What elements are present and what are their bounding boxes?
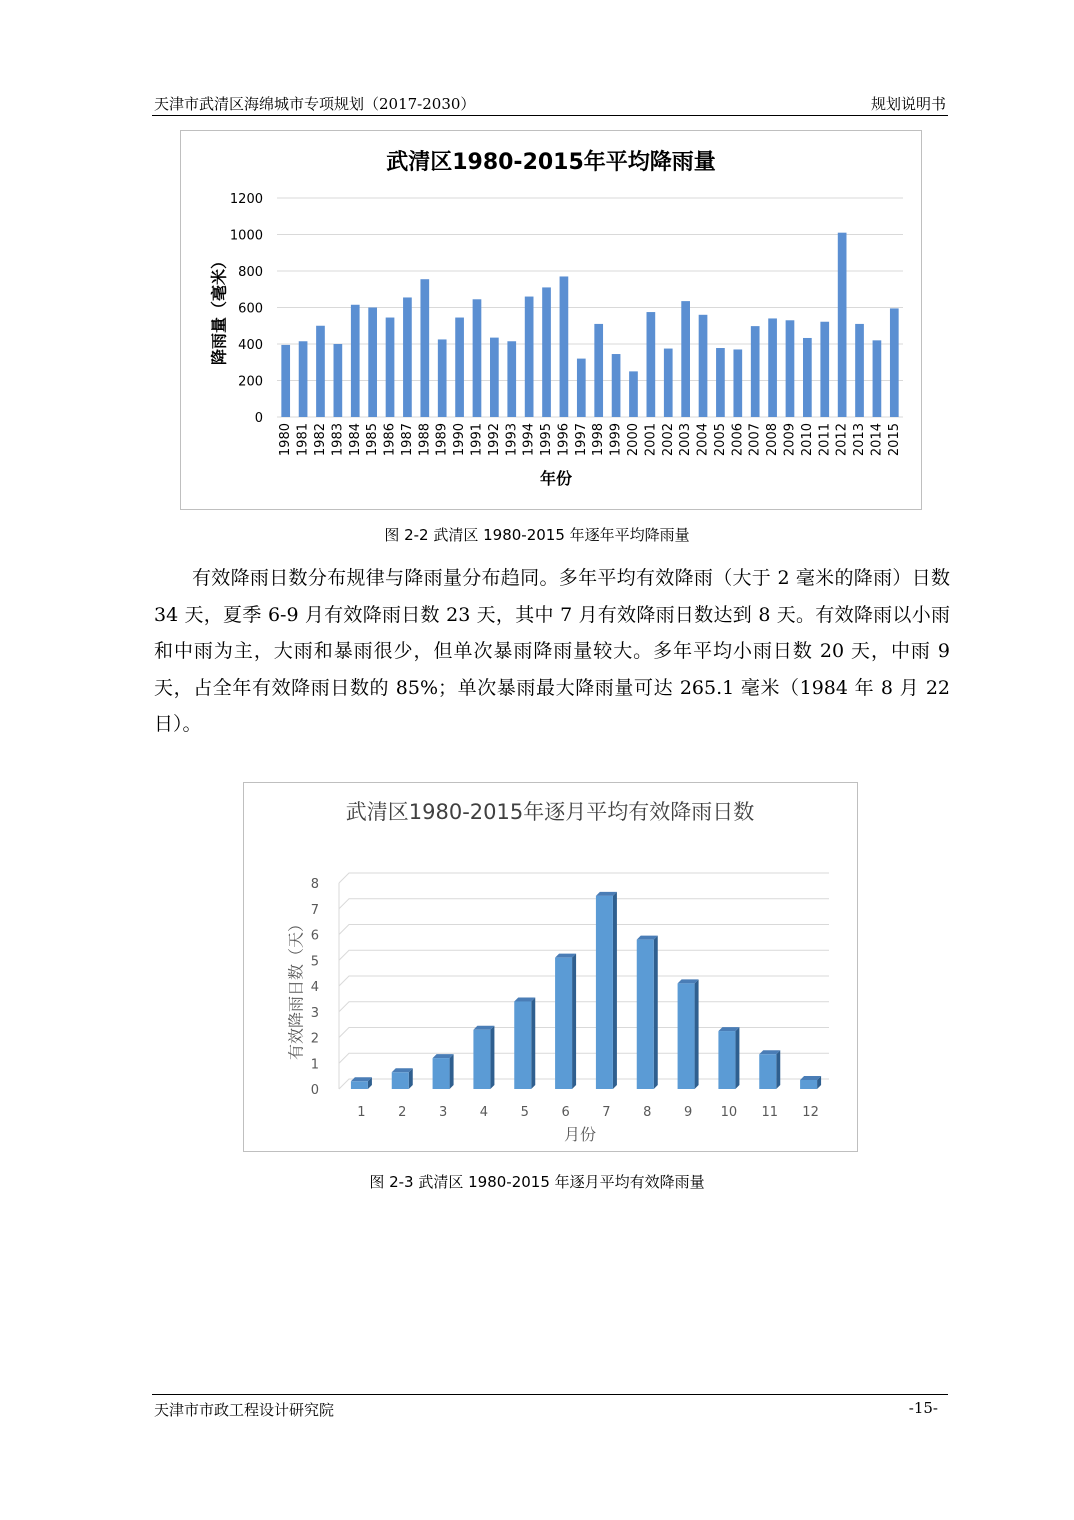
chart1-bar: [490, 338, 499, 417]
chart1-bar: [681, 301, 690, 417]
chart1-bar: [577, 359, 586, 417]
chart2-bar-side: [654, 936, 658, 1089]
chart1-xtick-label: 2002: [660, 423, 676, 457]
chart1-bar: [647, 312, 656, 417]
chart1-yaxis-label: 降雨量（毫米）: [209, 252, 229, 366]
chart2-ytick-label: 6: [310, 928, 319, 944]
chart1-xtick-label: 2013: [852, 423, 868, 457]
chart2-xtick-label: 5: [520, 1105, 529, 1120]
chart1-xtick-label: 1996: [556, 423, 572, 457]
chart1-bar: [890, 308, 899, 417]
chart2-xtick-label: 10: [720, 1105, 738, 1120]
chart1-xtick-label: 2005: [712, 423, 728, 457]
chart2-ytick-label: 7: [310, 902, 319, 918]
chart1-bar: [351, 305, 360, 417]
chart1-xtick-label: 1986: [382, 423, 398, 457]
chart2-gridline: [339, 950, 829, 960]
page-header: [152, 93, 948, 116]
chart1-bar: [699, 315, 708, 417]
chart1-xtick-label: 1982: [312, 423, 328, 457]
chart1-bar: [733, 349, 742, 417]
chart2-bar: [596, 896, 613, 1089]
chart1-bar: [803, 338, 812, 417]
chart1-xtick-label: 1990: [452, 423, 468, 457]
chart1-bar: [664, 349, 673, 417]
chart2-gridline: [339, 976, 829, 986]
chart2-xtick-label: 6: [561, 1105, 570, 1120]
chart1-bar: [281, 345, 290, 417]
chart1-ytick-label: 1200: [229, 192, 263, 207]
body-text: [154, 560, 950, 743]
chart1-xtick-label: 1992: [486, 423, 502, 457]
chart2-bar: [433, 1058, 450, 1089]
chart1-bar: [560, 276, 569, 417]
chart1-xtick-label: 1984: [347, 423, 363, 457]
chart1-xaxis-label: 年份: [539, 469, 573, 488]
chart2-xtick-label: 2: [398, 1105, 407, 1120]
chart1-xtick-label: 1988: [417, 423, 433, 457]
chart2-gridline: [339, 925, 829, 935]
chart2-xtick-label: 4: [479, 1105, 489, 1120]
chart1-bar: [507, 341, 516, 417]
chart2-title: 武清区1980-2015年逐月平均有效降雨日数: [345, 800, 755, 824]
chart2-bar-side: [695, 979, 699, 1089]
chart2-gridline: [339, 899, 829, 909]
chart2-ytick-label: 2: [310, 1031, 319, 1047]
chart1-bar: [403, 297, 412, 417]
chart1-xtick-label: 2010: [799, 423, 815, 457]
chart1-bar: [629, 371, 638, 417]
chart1-bar: [751, 326, 760, 417]
chart2-ytick-label: 8: [310, 877, 319, 892]
annual-rainfall-chart: [180, 130, 922, 510]
chart2-bar-side: [735, 1027, 739, 1089]
chart1-xtick-label: 1997: [573, 423, 589, 457]
chart2-bar: [555, 958, 572, 1089]
monthly-rain-days-chart-svg: [244, 783, 857, 1151]
chart2-xtick-label: 1: [357, 1105, 366, 1120]
chart1-xtick-label: 1995: [539, 423, 555, 457]
chart2-bar-side: [531, 997, 535, 1089]
chart2-bar: [473, 1030, 490, 1089]
chart1-ytick-label: 800: [238, 265, 263, 280]
chart1-xtick-label: 2009: [782, 423, 798, 457]
chart1-bar: [316, 326, 325, 417]
chart1-bar: [334, 344, 343, 417]
chart1-bar: [386, 318, 395, 417]
chart2-xtick-label: 7: [602, 1105, 611, 1120]
chart2-xtick-label: 11: [761, 1105, 779, 1120]
chart1-bar: [473, 299, 482, 417]
chart2-ytick-label: 4: [310, 980, 319, 995]
header-section-name: 规划说明书: [870, 95, 946, 113]
chart1-xtick-label: 2000: [625, 423, 641, 457]
chart2-xtick-label: 8: [643, 1105, 652, 1120]
chart1-xtick-label: 2007: [747, 423, 763, 457]
chart1-xtick-label: 1987: [399, 423, 415, 457]
chart2-yaxis-label: 有效降雨日数（天）: [286, 915, 306, 1061]
chart2-xtick-label: 9: [683, 1105, 693, 1120]
chart1-xtick-label: 2011: [817, 423, 833, 457]
chart1-xtick-label: 1983: [330, 423, 346, 457]
chart1-bar: [438, 339, 447, 417]
chart1-ytick-label: 600: [238, 301, 263, 317]
chart2-bar-side: [776, 1050, 780, 1089]
chart2-ytick-label: 5: [310, 954, 319, 970]
chart1-xtick-label: 2001: [643, 423, 659, 457]
chart1-xtick-label: 2015: [886, 423, 902, 457]
chart2-xaxis-label: 月份: [563, 1125, 597, 1144]
chart1-bar: [368, 308, 377, 418]
chart1-bar: [525, 297, 534, 417]
chart1-xtick-label: 1980: [278, 423, 294, 457]
chart1-bar: [420, 279, 429, 417]
chart1-ytick-label: 1000: [229, 228, 263, 244]
chart2-gridline: [339, 1053, 829, 1063]
chart1-xtick-label: 1991: [469, 423, 485, 457]
chart1-bar: [716, 348, 725, 417]
chart1-xtick-label: 1993: [504, 423, 520, 457]
chart2-gridline: [339, 1002, 829, 1012]
body-paragraph: 有效降雨日数分布规律与降雨量分布趋同。多年平均有效降雨（大于 2 毫米的降雨）日数 34 天，夏季 6-9 月有效降雨日数 23 天，其中 7 月有效降雨日数达到 8 天。有效降雨以小雨和中雨为主，大雨和暴雨很少，但单次暴雨降雨量较大。多年平均小雨日数 20 天，中雨 9 天，占全年有效降雨日数的 85%；单次暴雨最大降雨量可达 265.1 毫米（1984 年 8 月 22 日）。: [154, 567, 950, 736]
chart2-bar: [759, 1054, 776, 1089]
chart1-xtick-label: 2003: [678, 423, 694, 457]
chart2-bar: [351, 1081, 368, 1089]
chart2-bar: [392, 1072, 409, 1089]
chart1-xtick-label: 1999: [608, 423, 624, 457]
chart1-xtick-label: 1994: [521, 423, 537, 457]
chart1-xtick-label: 2008: [765, 423, 781, 457]
chart1-bar: [542, 287, 551, 417]
chart1-bar: [838, 233, 847, 417]
chart2-bar-side: [490, 1026, 494, 1089]
chart1-bar: [594, 324, 603, 417]
chart2-ytick-label: 1: [310, 1057, 319, 1073]
chart1-title: 武清区1980-2015年平均降雨量: [386, 150, 716, 175]
annual-rainfall-chart-svg: [181, 131, 921, 509]
chart1-bar: [855, 324, 864, 417]
figure-caption-2-3: 图 2-3 武清区 1980-2015 年逐月平均有效降雨量: [369, 1173, 705, 1191]
chart1-bar: [873, 340, 882, 417]
chart1-bar: [455, 318, 464, 417]
chart1-bar: [786, 320, 795, 417]
footer-organization: 天津市市政工程设计研究院: [154, 1401, 335, 1419]
chart2-gridline: [339, 873, 829, 883]
chart1-bar: [299, 341, 308, 417]
chart1-ytick-label: 400: [238, 338, 263, 353]
chart2-bar: [800, 1080, 817, 1089]
chart2-bar: [637, 940, 654, 1089]
chart1-xtick-label: 1998: [591, 423, 607, 457]
chart2-bar: [514, 1001, 531, 1089]
chart1-xtick-label: 2014: [869, 423, 885, 457]
chart1-ytick-label: 0: [254, 411, 263, 426]
chart2-bar: [718, 1031, 735, 1089]
chart1-xtick-label: 2006: [730, 423, 746, 457]
chart1-bar: [820, 322, 829, 417]
chart2-bar-side: [572, 954, 576, 1089]
chart2-xtick-label: 3: [438, 1105, 448, 1120]
chart1-xtick-label: 1981: [295, 423, 311, 457]
chart2-bar: [678, 983, 695, 1089]
page-footer: [152, 1394, 948, 1419]
monthly-rain-days-chart: [243, 782, 858, 1152]
chart1-xtick-label: 1989: [434, 423, 450, 457]
chart2-bar-side: [450, 1054, 454, 1089]
chart2-ytick-label: 0: [310, 1083, 319, 1098]
chart2-xtick-label: 12: [802, 1105, 819, 1120]
footer-page-number: -15-: [908, 1399, 938, 1417]
header-document-title: 天津市武清区海绵城市专项规划（2017-2030）: [154, 95, 476, 113]
chart2-ytick-label: 3: [310, 1005, 319, 1021]
chart1-xtick-label: 2012: [834, 423, 850, 457]
chart1-bar: [768, 318, 777, 417]
chart2-bar-side: [613, 892, 617, 1089]
figure-caption-2-2: 图 2-2 武清区 1980-2015 年逐年平均降雨量: [384, 526, 690, 544]
chart1-xtick-label: 1985: [365, 423, 381, 457]
chart1-xtick-label: 2004: [695, 423, 711, 457]
chart1-ytick-label: 200: [238, 374, 263, 390]
chart1-bar: [612, 354, 621, 417]
chart2-gridline: [339, 1028, 829, 1038]
